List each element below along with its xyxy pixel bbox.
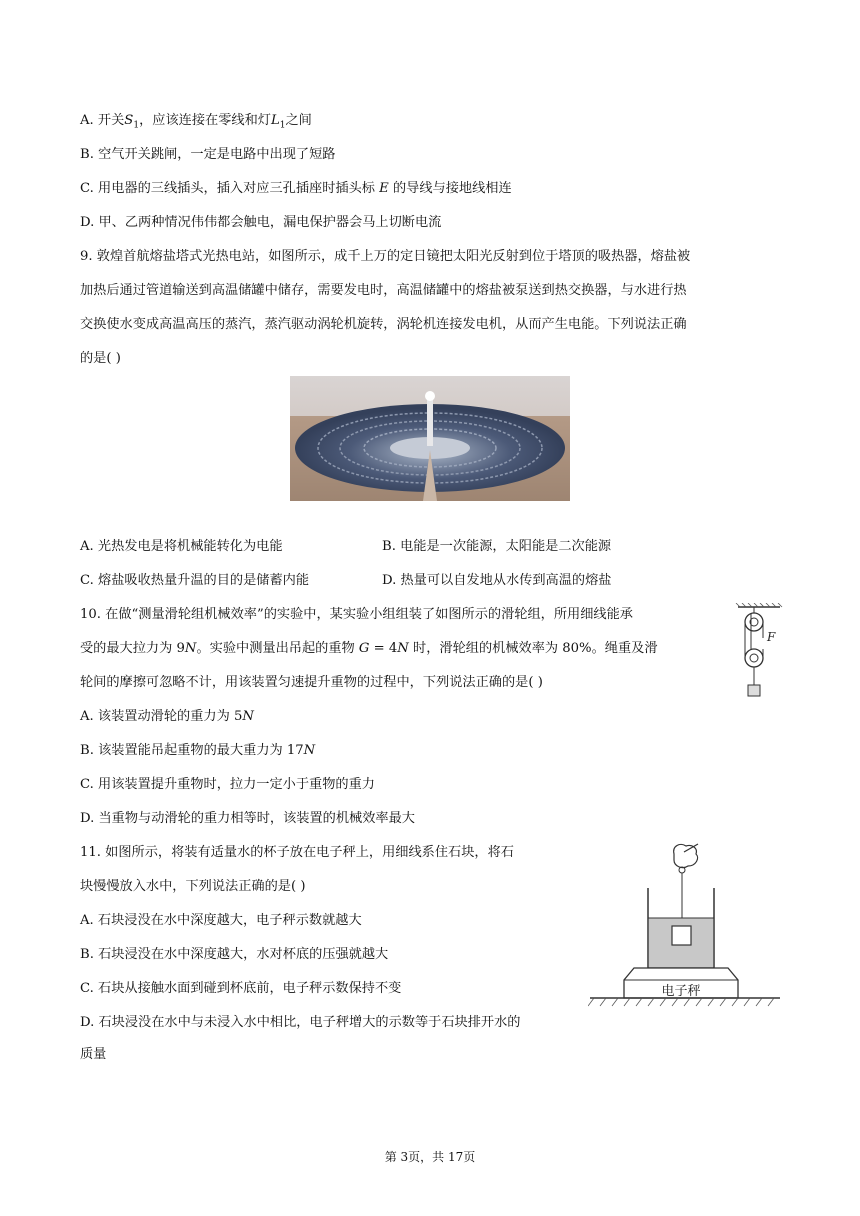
q11-option-b: B. 石块浸没在水中深度越大，水对杯底的压强就越大 [80, 947, 389, 962]
pulley-force-label: F [767, 630, 776, 644]
scale-label: 电子秤 [661, 984, 701, 999]
q9-option-d: D. 热量可以自发地从水传到高温的熔盐 [382, 573, 612, 588]
q10-option-b: B. 该装置能吊起重物的最大重力为 17N [80, 743, 316, 758]
solar-plant-photo [290, 376, 570, 501]
q10-stem-line2: 受的最大拉力为 9N。实验中测量出吊起的重物 G = 4N 时，滑轮组的机械效率为 80%。绳重及滑 [80, 641, 658, 656]
q8-option-c: C. 用电器的三线插头，插入对应三孔插座时插头标 E 的导线与接地线相连 [80, 181, 512, 196]
q10-option-d: D. 当重物与动滑轮的重力相等时，该装置的机械效率最大 [80, 811, 415, 826]
q10-stem-line3: 轮间的摩擦可忽略不计，用该装置匀速提升重物的过程中，下列说法正确的是( ) [80, 675, 543, 690]
q11-option-d-cont: 质量 [80, 1047, 107, 1062]
q11-stem-line1: 11. 如图所示，将装有适量水的杯子放在电子秤上，用细线系住石块，将石 [80, 845, 514, 860]
q11-option-c: C. 石块从接触水面到碰到杯底前，电子秤示数保持不变 [80, 981, 402, 996]
page-footer: 第 3页，共 17页 [384, 1150, 476, 1164]
q8-option-b: B. 空气开关跳闸，一定是电路中出现了短路 [80, 147, 336, 162]
q9-stem-line4: 的是( ) [80, 351, 121, 366]
q9-option-b: B. 电能是一次能源，太阳能是二次能源 [382, 539, 612, 554]
q9-stem-line3: 交换使水变成高温高压的蒸汽，蒸汽驱动涡轮机旋转，涡轮机连接发电机，从而产生电能。下列说法正确 [80, 317, 687, 332]
q9-option-c: C. 熔盐吸收热量升温的目的是储蓄内能 [80, 573, 310, 588]
q10-option-a: A. 该装置动滑轮的重力为 5N [80, 709, 254, 724]
q10-stem-line1: 10. 在做“测量滑轮组机械效率”的实验中，某实验小组组装了如图所示的滑轮组，所用细线能承 [80, 607, 633, 622]
q9-stem-line1: 9. 敦煌首航熔盐塔式光热电站，如图所示，成千上万的定日镜把太阳光反射到位于塔顶的吸热器，熔盐被 [80, 249, 691, 264]
pulley-diagram [734, 603, 784, 701]
q9-option-a: A. 光热发电是将机械能转化为电能 [80, 539, 283, 554]
q8-option-a: A. 开关$S_1$，应该连接在零线和灯$L_1$之间 [80, 113, 312, 131]
q10-option-c: C. 用该装置提升重物时，拉力一定小于重物的重力 [80, 777, 375, 792]
q11-option-d: D. 石块浸没在水中与未浸入水中相比，电子秤增大的示数等于石块排开水的 [80, 1015, 521, 1030]
q11-option-a: A. 石块浸没在水中深度越大，电子秤示数就越大 [80, 913, 362, 928]
q8-option-d: D. 甲、乙两种情况伟伟都会触电，漏电保护器会马上切断电流 [80, 215, 442, 230]
q11-stem-line2: 块慢慢放入水中，下列说法正确的是( ) [80, 879, 306, 894]
q9-stem-line2: 加热后通过管道输送到高温储罐中储存，需要发电时，高温储罐中的熔盐被泵送到热交换器，与水进行热 [80, 283, 687, 298]
electronic-scale-diagram [588, 840, 784, 1010]
